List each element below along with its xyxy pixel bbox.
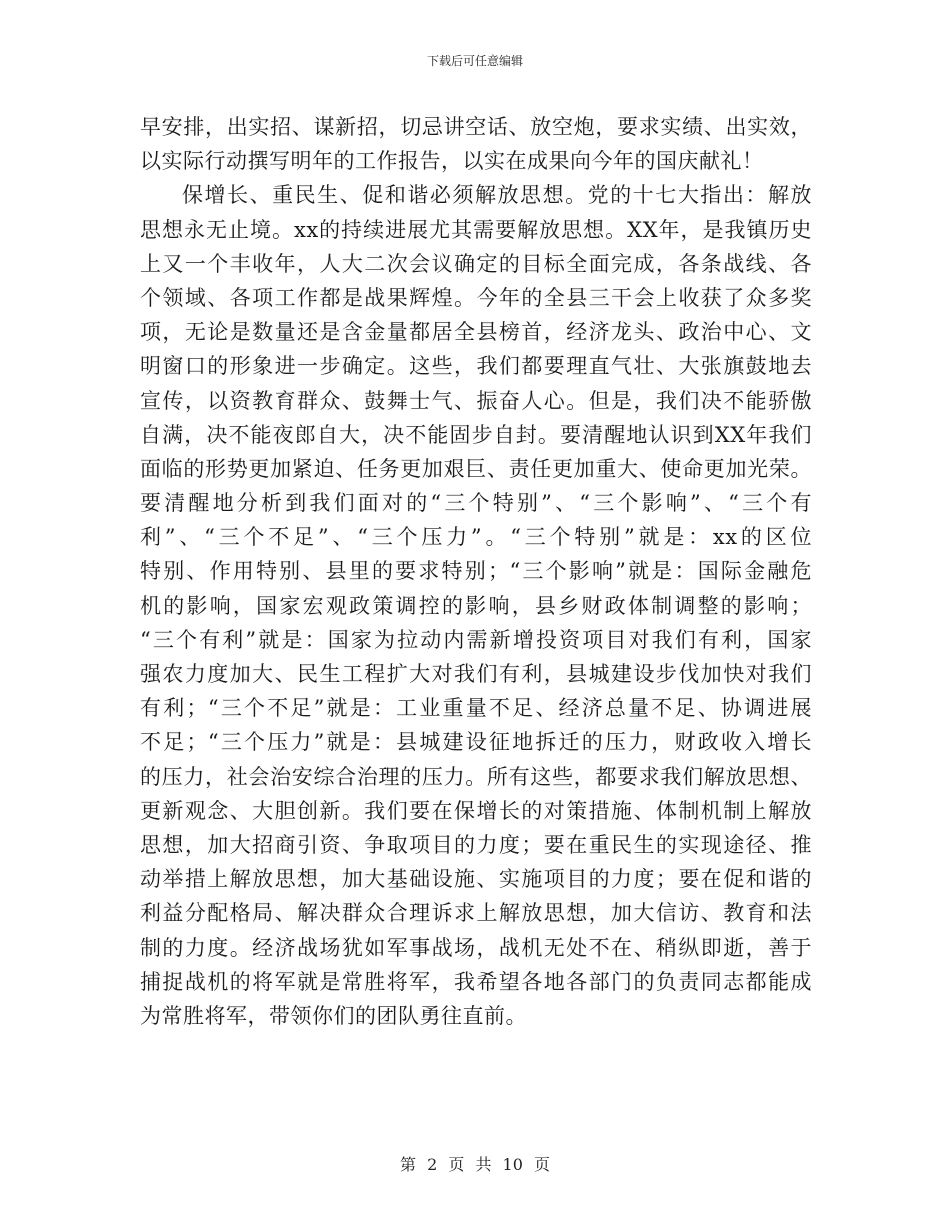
text-line: 项，无论是数量还是含金量都居全县榜首，经济龙头、政治中心、文 — [140, 320, 812, 345]
text-line: 利益分配格局、解决群众合理诉求上解放思想，加大信访、教育和法 — [140, 901, 812, 926]
text-line: 要清醒地分析到我们面对的“三个特别”、“三个影响”、“三个有 — [140, 491, 812, 516]
text-line: 特别、作用特别、县里的要求特别；“三个影响”就是：国际金融危 — [140, 559, 812, 584]
text-line: 面临的形势更加紧迫、任务更加艰巨、责任更加重大、使命更加光荣。 — [140, 456, 812, 481]
text-line: 思想永无止境。xx的持续进展尤其需要解放思想。XX年，是我镇历史 — [140, 217, 812, 242]
text-line: 更新观念、大胆创新。我们要在保增长的对策措施、体制机制上解放 — [140, 798, 812, 823]
text-line: “三个有利”就是：国家为拉动内需新增投资项目对我们有利，国家 — [140, 627, 812, 652]
text-line: 有利；“三个不足”就是：工业重量不足、经济总量不足、协调进展 — [140, 696, 812, 721]
text-line: 制的力度。经济战场犹如军事战场，战机无处不在、稍纵即逝，善于 — [140, 935, 812, 960]
text-line: 以实际行动撰写明年的工作报告，以实在成果向今年的国庆献礼！ — [140, 149, 764, 174]
text-line: 利”、“三个不足”、“三个压力”。“三个特别”就是：xx的区位 — [140, 525, 812, 550]
text-line: 上又一个丰收年，人大二次会议确定的目标全面完成，各条战线、各 — [140, 251, 812, 276]
text-line: 个领域、各项工作都是战果辉煌。今年的全县三干会上收获了众多奖 — [140, 285, 812, 310]
text-line: 捕捉战机的将军就是常胜将军，我希望各地各部门的负责同志都能成 — [140, 969, 812, 994]
text-line: 的压力，社会治安综合治理的压力。所有这些，都要求我们解放思想、 — [140, 764, 812, 789]
text-line: 明窗口的形象进一步确定。这些，我们都要理直气壮、大张旗鼓地去 — [140, 354, 812, 379]
text-line: 动举措上解放思想，加大基础设施、实施项目的力度；要在促和谐的 — [140, 867, 812, 892]
text-line: 强农力度加大、民生工程扩大对我们有利，县城建设步伐加快对我们 — [140, 662, 812, 686]
document-body — [140, 110, 812, 1033]
text-line: 思想，加大招商引资、争取项目的力度；要在重民生的实现途径、推 — [140, 832, 812, 857]
page-header: 下载后可任意编辑 — [426, 54, 523, 68]
text-line: 宣传，以资教育群众、鼓舞士气、振奋人心。但是，我们决不能骄傲 — [140, 388, 812, 413]
text-line: 保增长、重民生、促和谐必须解放思想。党的十七大指出：解放 — [182, 183, 812, 208]
page-number: 第 2 页 共 10 页 — [400, 1155, 550, 1174]
text-line: 不足；“三个压力”就是：县城建设征地拆迁的压力，财政收入增长 — [140, 730, 812, 755]
text-line: 为常胜将军，带领你们的团队勇往直前。 — [140, 1003, 527, 1028]
text-line: 自满，决不能夜郎自大，决不能固步自封。要清醒地认识到XX年我们 — [140, 422, 812, 447]
text-line: 早安排，出实招、谋新招，切忌讲空话、放空炮，要求实绩、出实效， — [140, 115, 812, 139]
text-line: 机的影响，国家宏观政策调控的影响，县乡财政体制调整的影响； — [140, 593, 812, 618]
